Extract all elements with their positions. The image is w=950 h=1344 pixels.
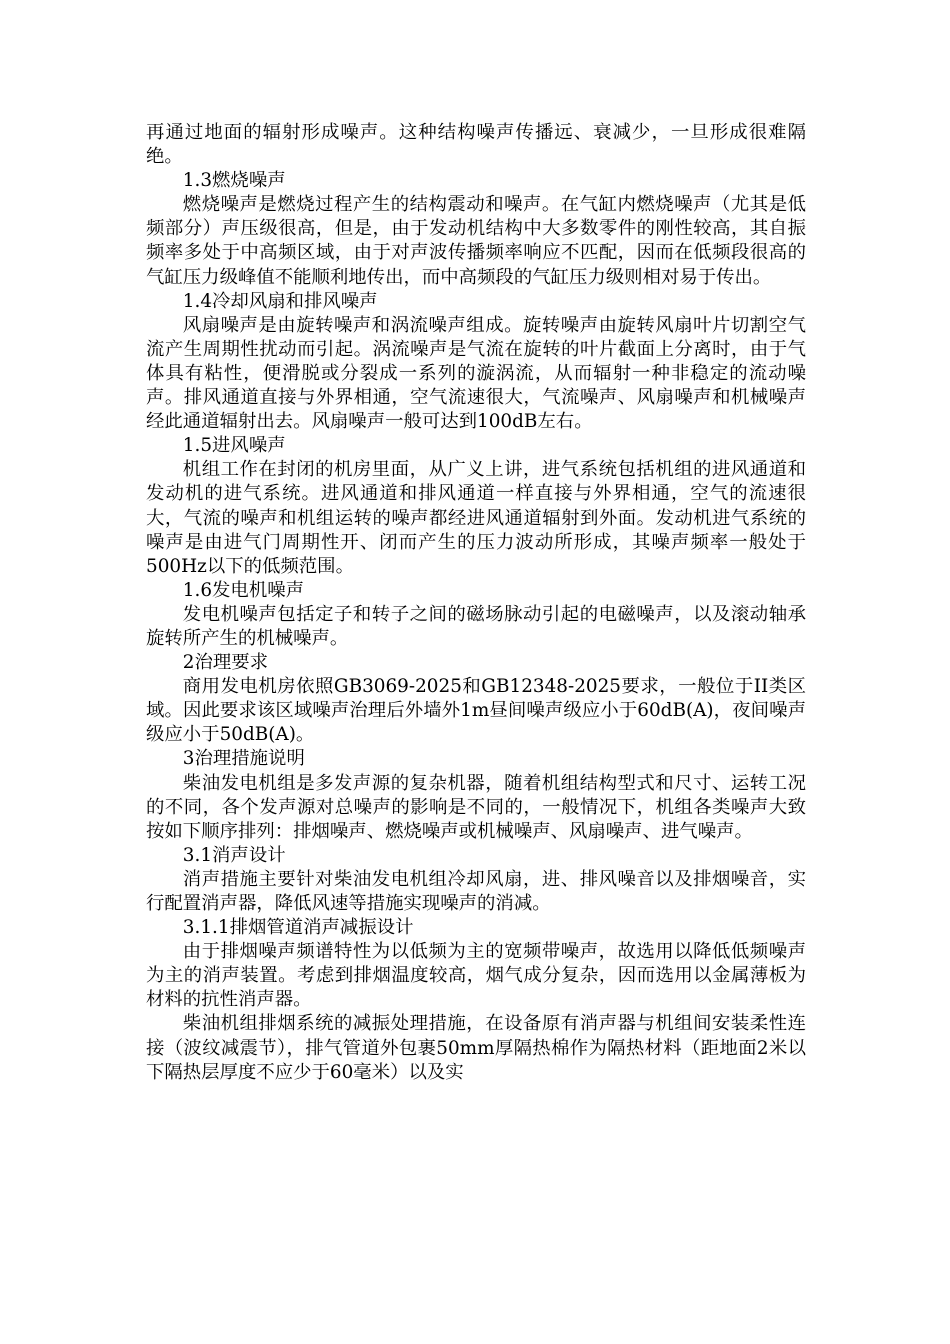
body-paragraph: 再通过地面的辐射形成噪声。这种结构噪声传播远、衰减少，一旦形成很难隔绝。	[146, 122, 806, 168]
section-heading: 3.1.1排烟管道消声减振设计	[182, 917, 414, 939]
section-heading: 2治理要求	[182, 652, 269, 674]
body-paragraph: 风扇噪声是由旋转噪声和涡流噪声组成。旋转噪声由旋转风扇叶片切割空气流产生周期性扰动而引起。涡流噪声是气流在旋转的叶片截面上分离时，由于气体具有粘性，便滑脱或分裂成一系列的漩涡流，从而辐射一种非稳定的流动噪声。排风通道直接与外界相通，空气流速很大，气流噪声、风扇噪声和机械噪声经此通道辐射出去。风扇噪声一般可达到100dB左右。	[146, 314, 806, 433]
section-heading: 1.3燃烧噪声	[182, 170, 286, 192]
body-paragraph: 机组工作在封闭的机房里面，从广义上讲，进气系统包括机组的进风通道和发动机的进气系统。进风通道和排风通道一样直接与外界相通，空气的流速很大，气流的噪声和机组运转的噪声都经进风通道辐射到外面。发动机进气系统的噪声是由进气门周期性开、闭而产生的压力波动所形成，其噪声频率一般处于500Hz以下的低频范围。	[146, 459, 806, 577]
section-heading: 1.5进风噪声	[182, 435, 286, 457]
body-paragraph: 燃烧噪声是燃烧过程产生的结构震动和噪声。在气缸内燃烧噪声（尤其是低频部分）声压级很高，但是，由于发动机结构中大多数零件的刚性较高，其自振频率多处于中高频区域，由于对声波传播频率响应不匹配，因而在低频段很高的气缸压力级峰值不能顺利地传出，而中高频段的气缸压力级则相对易于传出。	[146, 194, 806, 288]
document-page	[146, 121, 806, 1085]
body-paragraph: 商用发电机房依照GB3069-2025和GB12348-2025要求，一般位于II类区域。因此要求该区域噪声治理后外墙外1m昼间噪声级应小于60dB(A)，夜间噪声级应小于50dB(A)。	[146, 676, 806, 746]
body-paragraph: 柴油发电机组是多发声源的复杂机器，随着机组结构型式和尺寸、运转工况的不同，各个发声源对总噪声的影响是不同的，一般情况下，机组各类噪声大致按如下顺序排列：排烟噪声、燃烧噪声或机械噪声、风扇噪声、进气噪声。	[146, 772, 806, 842]
section-heading: 1.4冷却风扇和排风噪声	[182, 290, 378, 312]
body-paragraph: 发电机噪声包括定子和转子之间的磁场脉动引起的电磁噪声，以及滚动轴承旋转所产生的机械噪声。	[146, 603, 806, 649]
body-paragraph: 消声措施主要针对柴油发电机组冷却风扇，进、排风噪音以及排烟噪音，实行配置消声器，降低风速等措施实现噪声的消减。	[146, 868, 806, 914]
body-paragraph: 柴油机组排烟系统的减振处理措施，在设备原有消声器与机组间安装柔性连接（波纹减震节），排气管道外包裹50mm厚隔热棉作为隔热材料（距地面2米以下隔热层厚度不应少于60毫米）以及实	[146, 1013, 806, 1083]
section-heading: 1.6发电机噪声	[182, 579, 304, 601]
section-heading: 3治理措施说明	[182, 748, 305, 770]
body-paragraph: 由于排烟噪声频谱特性为以低频为主的宽频带噪声，故选用以降低低频噪声为主的消声装置。考虑到排烟温度较高，烟气成分复杂，因而选用以金属薄板为材料的抗性消声器。	[146, 941, 806, 1011]
section-heading: 3.1消声设计	[182, 844, 286, 866]
